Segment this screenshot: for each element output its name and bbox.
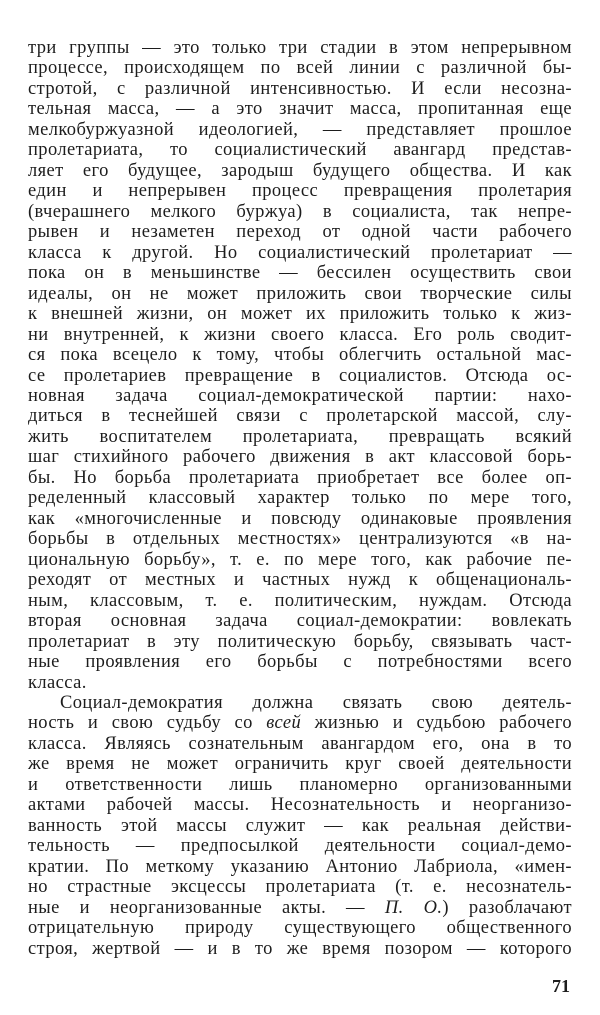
text-segment: шаг стихийного рабочего движения в акт классовой борь-	[28, 447, 572, 468]
text-segment: как «многочисленные и повсюду одинаковые проявления	[28, 508, 572, 529]
text-segment: диться в теснейшей связи с пролетарской массой, слу-	[28, 406, 572, 427]
paragraph	[28, 38, 572, 693]
text-segment: отрицательную природу существующего общественного	[28, 918, 572, 939]
text-segment: ляет его будущее, зародыш будущего общества. И как	[28, 160, 572, 181]
text-line	[28, 693, 572, 713]
text-line	[28, 877, 572, 897]
book-page-text	[28, 38, 572, 959]
text-line	[28, 550, 572, 570]
text-segment: пролетариата, то социалистический авангард представ-	[28, 140, 572, 161]
text-line	[28, 243, 572, 263]
text-line	[28, 775, 572, 795]
text-segment: ределенный классовый характер только по мере того,	[28, 488, 572, 509]
text-segment: пролетариат в эту политическую борьбу, связывать част-	[28, 631, 572, 652]
text-line	[28, 447, 572, 467]
text-line	[28, 632, 572, 652]
text-segment: ные проявления его борьбы с потребностями всего	[28, 652, 572, 673]
text-line	[28, 898, 572, 918]
text-segment: класса.	[28, 672, 87, 693]
text-segment: циональную борьбу», т. е. по мере того, как рабочие пе-	[28, 549, 572, 570]
text-segment: бы. Но борьба пролетариата приобретает все более оп-	[28, 467, 572, 488]
text-line	[28, 713, 572, 733]
text-segment: кратии. По меткому указанию Антонио Лабриола, «имен-	[28, 856, 572, 877]
text-segment: же время не может ограничить круг своей деятельности	[28, 754, 572, 775]
text-segment: и ответственности лишь планомерно организованными	[28, 774, 572, 795]
text-line	[28, 734, 572, 754]
text-line	[28, 140, 572, 160]
text-line	[28, 836, 572, 856]
text-segment: ные и неорганизованные акты. —	[28, 897, 385, 918]
text-line	[28, 406, 572, 426]
text-segment: три группы — это только три стадии в этом непрерывном	[28, 38, 572, 58]
text-segment: строя, жертвой — и в то же время позором — которого	[28, 938, 572, 959]
text-line	[28, 202, 572, 222]
text-line	[28, 263, 572, 283]
text-segment: вторая основная задача социал-демократии: вовлекать	[28, 611, 572, 632]
text-line	[28, 488, 572, 508]
text-line	[28, 509, 572, 529]
text-line	[28, 222, 572, 242]
text-line	[28, 325, 572, 345]
text-line	[28, 816, 572, 836]
italic-text: П. О.	[384, 897, 443, 918]
page-number: 71	[552, 976, 570, 996]
text-line	[28, 99, 572, 119]
text-line	[28, 304, 572, 324]
text-line	[28, 427, 572, 447]
text-segment: новная задача социал-демократической партии: нахо-	[28, 385, 572, 406]
text-segment: ) разоблачают	[442, 897, 572, 918]
text-line	[28, 570, 572, 590]
text-line	[28, 611, 572, 631]
text-segment: се пролетариев превращение в социалистов. Отсюда ос-	[28, 365, 572, 386]
text-segment: борьбы в отдельных местностях» централизуются «в на-	[28, 529, 572, 550]
text-segment: стротой, с различной интенсивностью. И если несозна-	[28, 78, 572, 99]
text-line	[28, 120, 572, 140]
text-line	[28, 754, 572, 774]
text-segment: к внешней жизни, он может их приложить только к жиз-	[28, 304, 572, 325]
text-segment: ным, классовым, т. е. политическим, нуждам. Отсюда	[28, 590, 572, 611]
text-line	[28, 529, 572, 549]
text-line	[28, 857, 572, 877]
text-segment: тельность — предпосылкой деятельности социал-демо-	[28, 836, 572, 857]
text-segment: Социал-демократия должна связать свою деятель-	[60, 693, 572, 713]
text-segment: но страстные эксцессы пролетариата (т. е. несознатель-	[28, 877, 572, 898]
text-line	[28, 918, 572, 938]
text-line	[28, 652, 572, 672]
text-segment: актами рабочей массы. Несознательность и неорганизо-	[28, 795, 572, 816]
text-segment: жизнью и судьбою рабочего	[301, 713, 573, 734]
text-segment: ность и свою судьбу со	[28, 713, 267, 734]
italic-text: всей	[266, 713, 302, 734]
text-segment: рывен и незаметен переход от одной части рабочего	[28, 222, 572, 243]
text-segment: пока он в меньшинстве — бессилен осуществить свои	[28, 263, 572, 284]
text-segment: класса к другой. Но социалистический пролетариат —	[28, 242, 572, 263]
text-line	[28, 386, 572, 406]
text-segment: един и непрерывен процесс превращения пролетария	[28, 181, 572, 202]
text-segment: ся пока всецело к тому, чтобы облегчить остальной мас-	[28, 345, 572, 366]
text-segment: ни внутренней, к жизни своего класса. Его роль сводит-	[28, 324, 572, 345]
text-line	[28, 58, 572, 78]
text-line	[28, 345, 572, 365]
text-segment: процессе, происходящем по всей линии с различной бы-	[28, 58, 572, 79]
text-segment: идеалы, он не может приложить свои творческие силы	[28, 283, 572, 304]
paragraph	[28, 693, 572, 959]
text-line	[28, 79, 572, 99]
text-line	[28, 673, 572, 693]
text-segment: (вчерашнего мелкого буржуа) в социалиста, так непре-	[28, 201, 572, 222]
text-line	[28, 795, 572, 815]
text-line	[28, 939, 572, 959]
text-line	[28, 366, 572, 386]
text-line	[28, 161, 572, 181]
text-segment: мелкобуржуазной идеологией, — представляет прошлое	[28, 119, 572, 140]
text-segment: тельная масса, — а это значит масса, пропитанная еще	[28, 99, 572, 120]
text-line	[28, 284, 572, 304]
text-line	[28, 38, 572, 58]
text-segment: реходят от местных и частных нужд к общенациональ-	[28, 570, 572, 591]
text-segment: ванность этой массы служит — как реальная действи-	[28, 815, 572, 836]
text-line	[28, 468, 572, 488]
text-line	[28, 181, 572, 201]
text-line	[28, 591, 572, 611]
text-segment: жить воспитателем пролетариата, превращать всякий	[28, 426, 572, 447]
text-segment: класса. Являясь сознательным авангардом его, она в то	[28, 733, 572, 754]
